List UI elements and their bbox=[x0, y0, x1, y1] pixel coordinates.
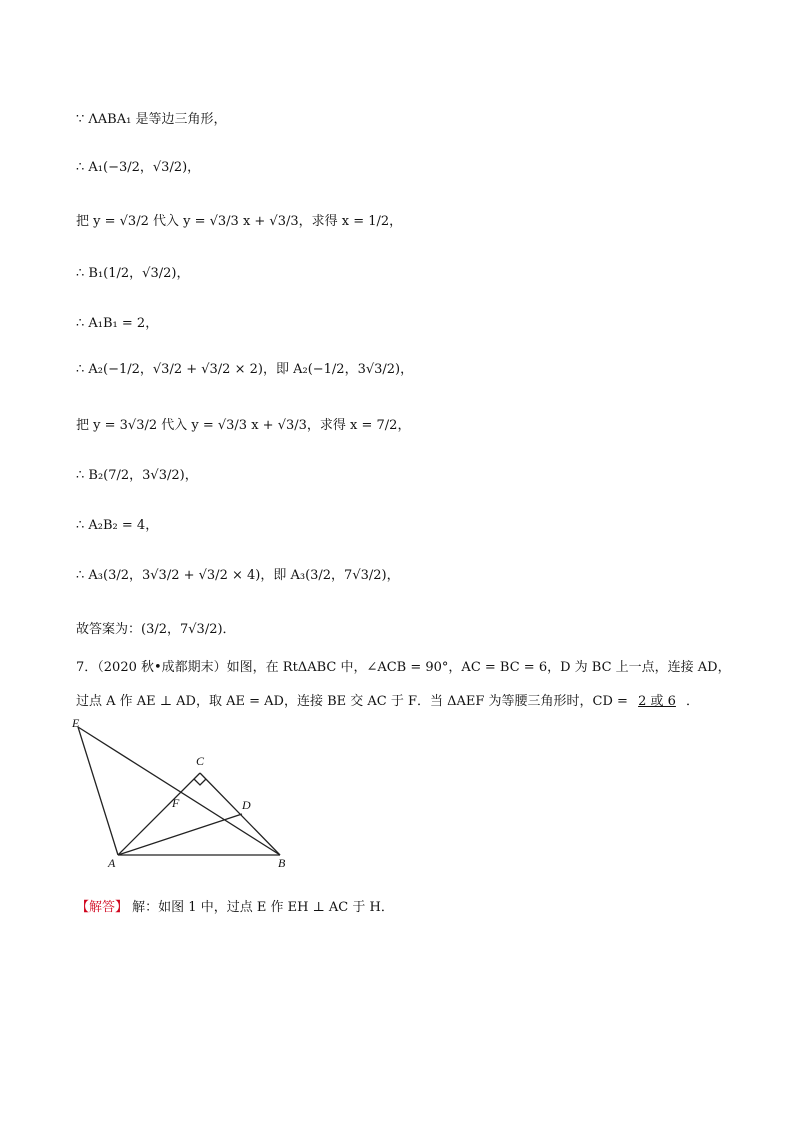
answer-blank: 2 或 6 bbox=[638, 694, 676, 709]
segment-AC bbox=[118, 773, 200, 855]
line-8: ∴ B₂(7/2，3√3/2)， bbox=[76, 468, 198, 483]
problem-line-2-end: ． bbox=[686, 694, 700, 709]
line-9: ∴ A₂B₂ = 4， bbox=[76, 518, 159, 533]
solution-tag: 【解答】 bbox=[76, 900, 129, 915]
segment-AD bbox=[118, 814, 242, 855]
line-10: ∴ A₃(3/2，3√3/2 + √3/2 × 4)，即 A₃(3/2，7√3/2)， bbox=[76, 568, 400, 583]
solution-text: 解：如图 1 中，过点 E 作 EH ⊥ AC 于 H． bbox=[132, 900, 394, 915]
label-C: C bbox=[196, 754, 205, 768]
line-6: ∴ A₂(−1/2，√3/2 + √3/2 × 2)，即 A₂(−1/2，3√3/2)， bbox=[76, 362, 414, 377]
problem-line-2-text: 过点 A 作 AE ⊥ AD，取 AE = AD，连接 BE 交 AC 于 F．当 ΔAEF 为等腰三角形时，CD = bbox=[76, 694, 628, 709]
line-11: 故答案为：(3/2，7√3/2)． bbox=[76, 622, 236, 637]
segment-EB bbox=[78, 727, 280, 855]
line-4: ∴ B₁(1/2，√3/2)， bbox=[76, 266, 190, 281]
line-1: ∵ ΛABA₁ 是等边三角形， bbox=[76, 112, 227, 127]
segment-EA bbox=[78, 727, 118, 855]
line-5: ∴ A₁B₁ = 2， bbox=[76, 316, 159, 331]
label-B: B bbox=[278, 856, 286, 870]
geometry-figure bbox=[70, 715, 310, 875]
label-E: E bbox=[72, 716, 80, 730]
line-7: 把 y = 3√3/2 代入 y = √3/3 x + √3/3，求得 x = 7/2， bbox=[76, 418, 411, 433]
problem-line-2 bbox=[76, 694, 699, 710]
label-F: F bbox=[172, 796, 180, 810]
label-A: A bbox=[108, 856, 116, 870]
right-angle-mark bbox=[194, 779, 206, 785]
line-2: ∴ A₁(−3/2，√3/2)， bbox=[76, 160, 201, 175]
label-D: D bbox=[242, 798, 251, 812]
solution-start bbox=[76, 900, 394, 916]
problem-line-1: 7．（2020 秋•成都期末）如图，在 RtΔABC 中，∠ACB = 90°，AC = BC = 6，D 为 BC 上一点，连接 AD， bbox=[76, 660, 731, 675]
line-3: 把 y = √3/2 代入 y = √3/3 x + √3/3，求得 x = 1/2， bbox=[76, 214, 403, 229]
